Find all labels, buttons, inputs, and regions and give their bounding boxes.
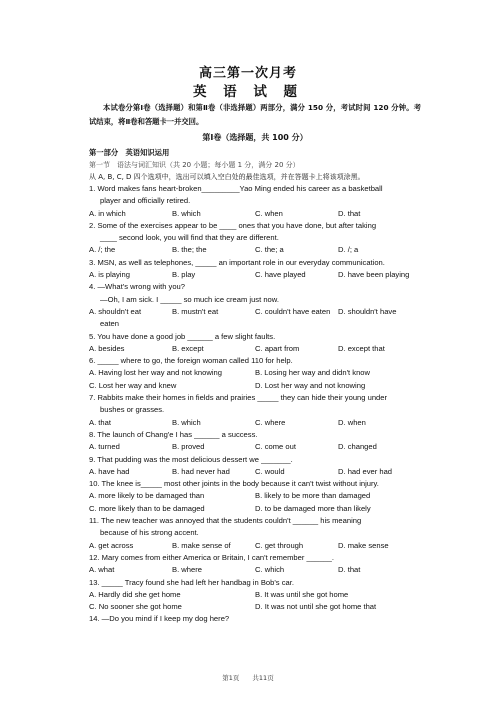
question-item	[89, 331, 421, 356]
question-stem: 5. You have done a good job ______ a few slight faults.	[89, 331, 276, 341]
question-item	[89, 613, 421, 625]
answer-option: C. apart from	[255, 343, 300, 353]
question-item	[89, 454, 421, 479]
answer-option: B. make sense of	[172, 540, 231, 550]
answer-option: B. had never had	[172, 466, 230, 476]
option-row	[89, 269, 421, 281]
question-item	[89, 355, 421, 392]
question-item	[89, 257, 421, 282]
answer-option: C. when	[255, 208, 283, 218]
answer-option: C. get through	[255, 540, 304, 550]
question-list	[89, 183, 421, 626]
answer-option: C. Lost her way and knew	[89, 380, 177, 390]
answer-option: A. get across	[89, 540, 134, 550]
question-stem: 3. MSN, as well as telephones, _____ an important role in our everyday communication.	[89, 257, 385, 267]
option-row	[89, 367, 421, 379]
answer-option: B. likely to be more than damaged	[255, 491, 371, 501]
question-item	[89, 183, 421, 220]
option-row	[89, 601, 421, 613]
answer-option: B. except	[172, 343, 204, 353]
question-stem: 11. The new teacher was annoyed that the students couldn't ______ his meaning	[89, 516, 362, 526]
answer-option: D. Lost her way and not knowing	[255, 380, 366, 390]
answer-option: A. shouldn't eat	[89, 306, 142, 316]
answer-option: B. which	[172, 417, 201, 427]
answer-option: C. would	[255, 466, 285, 476]
answer-option: B. proved	[172, 442, 205, 452]
option-continued: eaten	[100, 319, 120, 329]
question-stem-continued: player and officially retired.	[100, 196, 191, 206]
answer-option: D. except that	[338, 343, 385, 353]
question-item	[89, 478, 421, 515]
answer-option: D. It was not until she got home that	[255, 602, 377, 612]
answer-option: A. what	[89, 565, 115, 575]
question-stem-continued: ____ second look, you will find that they are different.	[100, 233, 279, 243]
answer-option: C. the; a	[255, 245, 284, 255]
answer-option: C. couldn't have eaten	[255, 306, 331, 316]
question-stem: 10. The knee is_____ most other joints in the body because it can't twist without injury.	[89, 479, 379, 489]
instruction: 从 A, B, C, D 四个选项中，选出可以填入空白处的最佳选项，并在答题卡上将该项涂黑。	[89, 173, 365, 181]
answer-option: D. make sense	[338, 540, 389, 550]
question-stem: 6. _____ where to go, the foreign woman called 110 for help.	[89, 356, 293, 366]
option-row	[89, 343, 421, 355]
exam-title: 高三第一次月考	[198, 66, 297, 81]
option-row	[89, 244, 421, 256]
answer-option: C. No sooner she got home	[89, 602, 182, 612]
answer-option: C. have played	[255, 270, 306, 280]
subject-title: 英 语 试 题	[192, 84, 304, 100]
answer-option: D. have been playing	[338, 270, 410, 280]
question-stem: 9. That pudding was the most delicious dessert we _______.	[89, 454, 293, 464]
option-row	[89, 540, 421, 552]
answer-option: A. Having lost her way and not knowing	[89, 368, 222, 378]
option-row	[89, 441, 421, 453]
question-stem: 4. —What's wrong with you?	[89, 282, 185, 292]
answer-option: A. in which	[89, 208, 126, 218]
option-row	[89, 589, 421, 601]
option-row	[89, 417, 421, 429]
question-stem-continued: bushes or grasses.	[100, 405, 165, 415]
answer-option: B. mustn't eat	[172, 306, 219, 316]
question-stem: 12. Mary comes from either America or Britain, I can't remember ______.	[89, 552, 334, 562]
answer-option: B. where	[172, 565, 202, 575]
answer-option: A. that	[89, 417, 111, 427]
question-stem: 13. _____ Tracy found she had left her handbag in Bob's car.	[89, 577, 294, 587]
section-title: 第一节 语法与词汇知识（共 20 小题；每小题 1 分，满分 20 分）	[89, 161, 300, 169]
question-stem: 7. Rabbits make their homes in fields and prairies _____ they can hide their young under	[89, 393, 388, 403]
answer-option: A. turned	[89, 442, 120, 452]
question-item	[89, 281, 421, 330]
answer-option: C. where	[255, 417, 286, 427]
volume-title: 第Ⅰ卷（选择题，共 100 分）	[202, 133, 308, 142]
option-row	[89, 564, 421, 576]
answer-option: A. is playing	[89, 270, 130, 280]
exam-content	[89, 101, 421, 626]
question-stem: 14. —Do you mind if I keep my dog here?	[89, 614, 230, 624]
answer-option: C. which	[255, 565, 285, 575]
question-item	[89, 577, 421, 614]
answer-option: D. shouldn't have	[338, 306, 397, 316]
answer-option: A. Hardly did she get home	[89, 589, 181, 599]
answer-option: A. /; the	[89, 245, 116, 255]
option-row	[89, 306, 421, 318]
part-title: 第一部分 英语知识运用	[89, 148, 170, 157]
question-stem: 8. The launch of Chang'e I has ______ a success.	[89, 429, 258, 439]
option-row	[89, 503, 421, 515]
answer-option: D. that	[338, 565, 361, 575]
answer-option: D. had ever had	[338, 466, 393, 476]
option-row	[89, 208, 421, 220]
question-stem-continued: —Oh, I am sick. I _____ so much ice cream just now.	[100, 294, 279, 304]
option-row	[89, 380, 421, 392]
question-stem: 2. Some of the exercises appear to be ____ ones that you have done, but after taking	[89, 220, 377, 230]
answer-option: D. when	[338, 417, 366, 427]
question-item	[89, 552, 421, 577]
answer-option: C. more likely than to be damaged	[89, 503, 205, 513]
answer-option: A. have had	[89, 466, 130, 476]
answer-option: B. the; the	[172, 245, 207, 255]
question-item	[89, 220, 421, 257]
answer-option: A. more likely to be damaged than	[89, 491, 205, 501]
answer-option: A. besides	[89, 343, 125, 353]
question-stem: 1. Word makes fans heart-broken_________Yao Ming ended his career as a basketball	[89, 184, 383, 193]
question-item	[89, 429, 421, 454]
question-item	[89, 392, 421, 429]
exam-notice: 本试卷分第Ⅰ卷（选择题）和第Ⅱ卷（非选择题）两部分，满分 150 分，考试时间 120 分钟。考试结束，将Ⅱ卷和答题卡一并交回。	[89, 103, 421, 126]
answer-option: C. come out	[255, 442, 296, 452]
answer-option: B. Losing her way and didn't know	[255, 368, 371, 378]
page-footer: 第1页 共11页	[222, 674, 274, 682]
answer-option: D. that	[338, 208, 361, 218]
answer-option: D. to be damaged more than likely	[255, 503, 371, 513]
answer-option: B. play	[172, 270, 196, 280]
answer-option: B. It was until she got home	[255, 589, 349, 599]
option-row	[89, 466, 421, 478]
question-stem-continued: because of his strong accent.	[100, 528, 199, 538]
answer-option: D. changed	[338, 442, 377, 452]
answer-option: D. /; a	[338, 245, 359, 255]
answer-option: B. which	[172, 208, 201, 218]
question-item	[89, 515, 421, 552]
option-row	[89, 490, 421, 502]
